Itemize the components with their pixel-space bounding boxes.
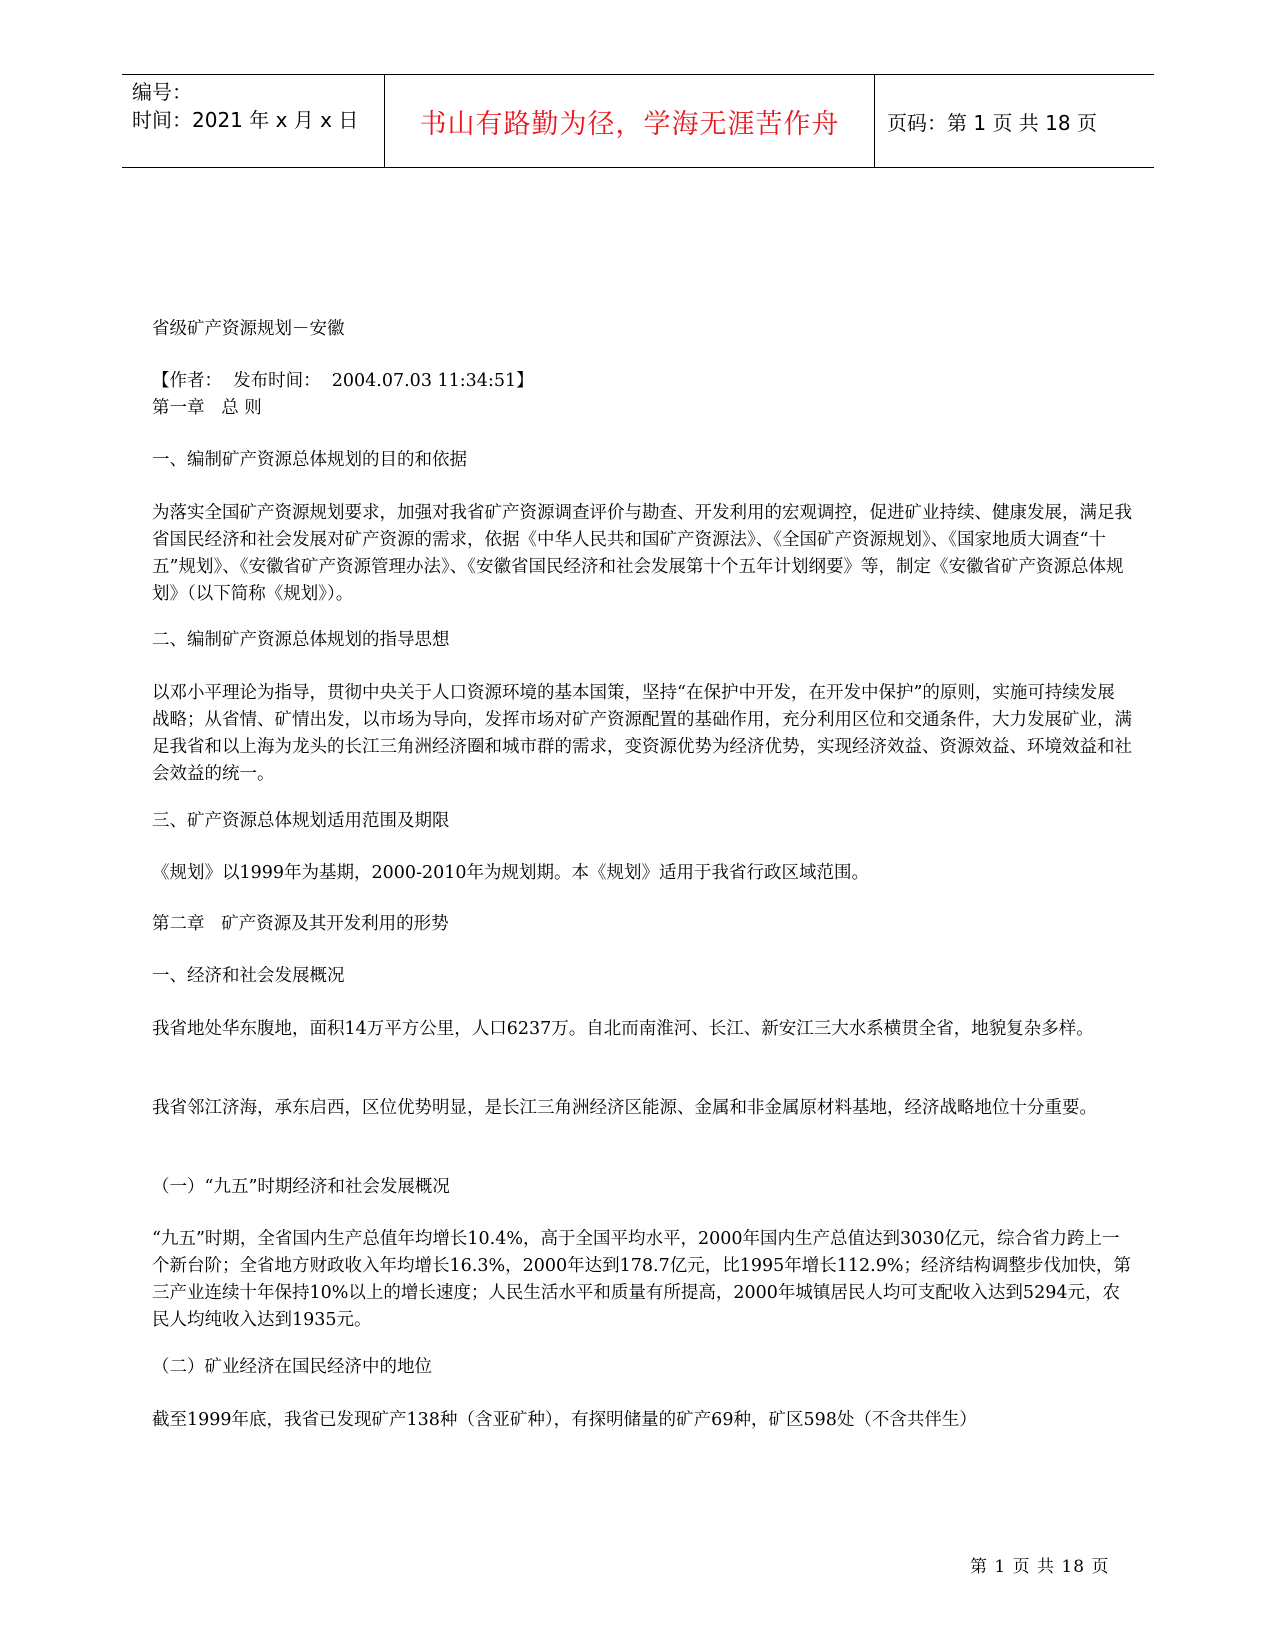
section-heading: 二、编制矿产资源总体规划的指导思想 (152, 630, 450, 650)
document-header (122, 74, 1154, 168)
paragraph: “九五”时期，全省国内生产总值年均增长10.4%，高于全国平均水平，2000年国内生产总值达到3030亿元，综合省力跨上一个新台阶；全省地方财政收入年均增长16.3%，2000年达到178.7亿元，比1995年增长112.9%；经济结构调整步伐加快，第三产业连续十年保持10%以上的增长速度；人民生活水平和质量有所提高，2000年城镇居民人均可支配收入达到5294元，农民人均纯收入达到1935元。 (152, 1229, 1131, 1330)
paragraph: 我省地处华东腹地，面积14万平方公里，人口6237万。自北而南淮河、长江、新安江三大水系横贯全省，地貌复杂多样。 (152, 1019, 1094, 1039)
chapter-heading: 第一章 总 则 (152, 398, 262, 418)
header-info-cell (122, 75, 385, 167)
subsection-heading: （二）矿业经济在国民经济中的地位 (152, 1357, 432, 1377)
section-heading: 一、编制矿产资源总体规划的目的和依据 (152, 450, 467, 470)
paragraph: 截至1999年底，我省已发现矿产138种（含亚矿种），有探明储量的矿产69种，矿区598处（不含共伴生） (152, 1410, 977, 1430)
paragraph: 以邓小平理论为指导，贯彻中央关于人口资源环境的基本国策，坚持“在保护中开发，在开发中保护”的原则，实施可持续发展战略；从省情、矿情出发，以市场为导向，发挥市场对矿产资源配置的基础作用，充分利用区位和交通条件，大力发展矿业，满足我省和以上海为龙头的长江三角洲经济圈和城市群的需求，变资源优势为经济优势，实现经济效益、资源效益、环境效益和社会效益的统一。 (152, 683, 1132, 784)
header-motto: 书山有路勤为径，学海无涯苦作舟 (385, 75, 875, 167)
subsection-heading: （一）“九五”时期经济和社会发展概况 (152, 1177, 450, 1197)
chapter-heading: 第二章 矿产资源及其开发利用的形势 (152, 914, 449, 934)
paragraph: 我省邻江济海，承东启西，区位优势明显，是长江三角洲经济区能源、金属和非金属原材料基地，经济战略地位十分重要。 (152, 1098, 1097, 1118)
paragraph: 《规划》以1999年为基期，2000-2010年为规划期。本《规划》适用于我省行政区域范围。 (152, 863, 870, 883)
header-time-label: 时间：2021 年 x 月 x 日 (132, 108, 359, 132)
document-meta: 【作者： 发布时间： 2004.07.03 11:34:51】 (152, 371, 534, 391)
paragraph: 为落实全国矿产资源规划要求，加强对我省矿产资源调查评价与勘查、开发利用的宏观调控，促进矿业持续、健康发展，满足我省国民经济和社会发展对矿产资源的需求，依据《中华人民共和国矿产资源法》、《全国矿产资源规划》、《国家地质大调查“十五”规划》、《安徽省矿产资源管理办法》、《安徽省国民经济和社会发展第十个五年计划纲要》等，制定《安徽省矿产资源总体规划》（以下简称《规划》）。 (152, 503, 1132, 604)
section-heading: 三、矿产资源总体规划适用范围及期限 (152, 811, 450, 831)
header-page-label: 页码：第 1 页 共 18 页 (887, 110, 1097, 135)
document-title: 省级矿产资源规划－安徽 (152, 319, 345, 339)
section-heading: 一、经济和社会发展概况 (152, 966, 345, 986)
header-number-label: 编号： (132, 80, 192, 104)
page-footer: 第 1 页 共 18 页 (970, 1557, 1110, 1577)
